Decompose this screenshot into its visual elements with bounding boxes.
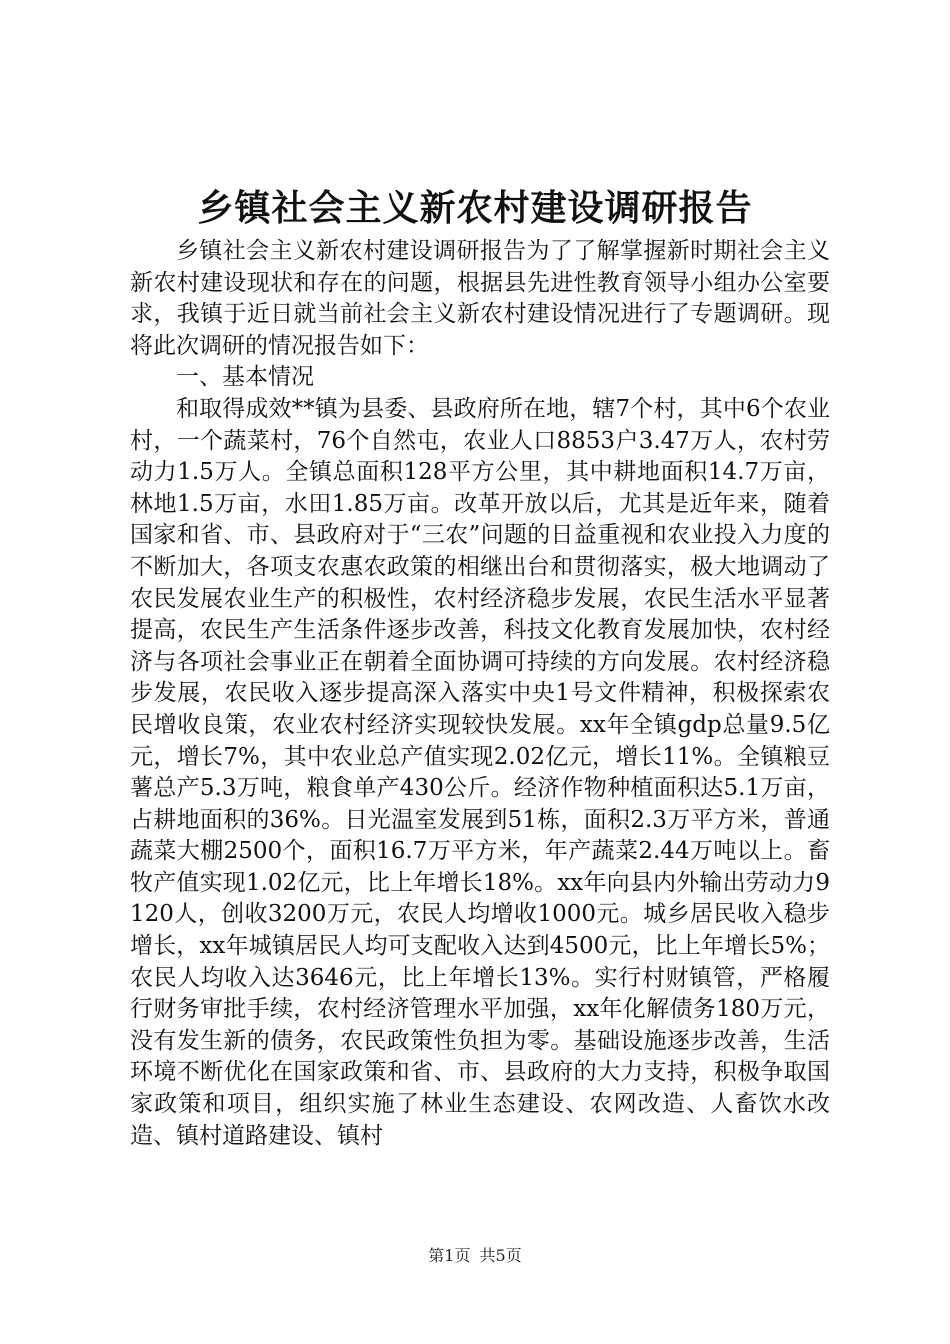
page-number-footer: 第1页 共5页 bbox=[428, 1246, 522, 1265]
section-heading: 一、基本情况 bbox=[176, 364, 314, 391]
document-title: 乡镇社会主义新农村建设调研报告 bbox=[197, 187, 753, 229]
body-paragraph: 和取得成效**镇为县委、县政府所在地，辖7个村，其中6个农业村，一个蔬菜村，76个自然屯，农业人口8853户3.47万人，农村劳动力1.5万人。全镇总面积128平方公里，其中耕地面积14.7万亩，林地1.5万亩，水田1.85万亩。改革开放以后，尤其是近年来，随着国家和省、市、县政府对于“三农”问题的日益重视和农业投入力度的不断加大，各项支农惠农政策的相继出台和贯彻落实，极大地调动了农民发展农业生产的积极性，农村经济稳步发展，农民生活水平显著提高，农民生产生活条件逐步改善，科技文化教育发展加快，农村经济与各项社会事业正在朝着全面协调可持续的方向发展。农村经济稳步发展，农民收入逐步提高深入落实中央1号文件精神，积极探索农民增收良策，农业农村经济实现较快发展。xx年全镇gdp总量9.5亿元，增长7%，其中农业总产值实现2.02亿元，增长11%。全镇粮豆薯总产5.3万吨，粮食单产430公斤。经济作物种植面积达5.1万亩，占耕地面积的36%。日光温室发展到51栋，面积2.3万平方米，普通蔬菜大棚2500个，面积16.7万平方米，年产蔬菜2.44万吨以上。畜牧产值实现1.02亿元，比上年增长18%。xx年向县内外输出劳动力9120人，创收3200万元，农民人均增收1000元。城乡居民收入稳步增长，xx年城镇居民人均可支配收入达到4500元，比上年增长5%；农民人均收入达3646元，比上年增长13%。实行村财镇管，严格履行财务审批手续，农村经济管理水平加强，xx年化解债务180万元，没有发生新的债务，农民政策性负担为零。基础设施逐步改善，生活环境不断优化在国家政策和省、市、县政府的大力支持，积极争取国家政策和项目，组织实施了林业生态建设、农网改造、人畜饮水改造、镇村道路建设、镇村 bbox=[130, 395, 830, 1149]
intro-paragraph: 乡镇社会主义新农村建设调研报告为了了解掌握新时期社会主义新农村建设现状和存在的问题，根据县先进性教育领导小组办公室要求，我镇于近日就当前社会主义新农村建设情况进行了专题调研。现将此次调研的情况报告如下： bbox=[130, 238, 830, 359]
document-body bbox=[130, 236, 830, 1152]
